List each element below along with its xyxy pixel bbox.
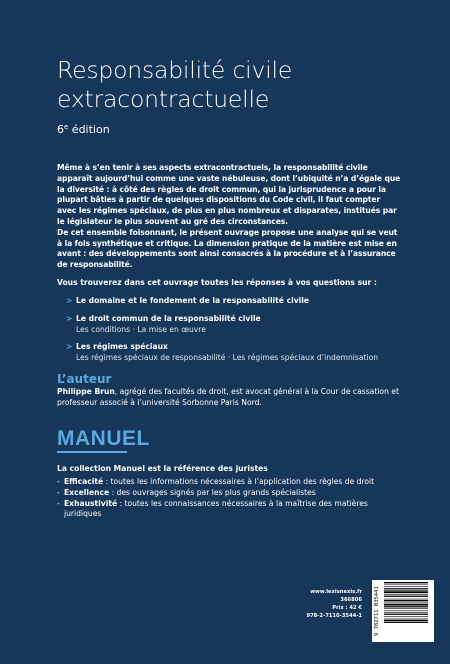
feature-text: : des ouvrages signés par les plus grands spécialistes [109,487,316,497]
chevron-right-icon: > [66,342,73,352]
topic-item [66,342,416,364]
collection-features [57,477,401,520]
author-name: Philippe Brun [57,387,115,396]
dash-bullet: - [57,487,60,497]
questions-intro: Vous trouverez dans cet ouvrage toutes les réponses à vos questions sur : [57,278,377,287]
author-bio [57,387,407,409]
summary-paragraph-1: Même à s’en tenir à ses aspects extracontractuels, la responsabilité civile apparaît aujourd’hui comme une vaste nébuleuse, dont l’ubiquité n’a d’égale que la diversité : à côté des règles de droit commun, qui la jurisprudence a pour la plupart bâties à partir de quelques dispositions du Code civil, il faut compter avec les régimes spéciaux, de plus en plus nombreux et disparates, institués par le législateur le plus souvent au gré des circonstances. [57,163,401,226]
publisher-code: 366806 [340,597,362,603]
feature-label: Exhaustivité [64,498,118,508]
price-label: Prix : 42 € [332,605,362,611]
barcode [372,580,434,642]
feature-text: : toutes les connaissances nécessaires à la maîtrise des matières juridiques [64,498,368,519]
feature-label: Excellence [64,487,110,497]
topic-item [66,314,416,336]
topic-item [66,296,416,307]
edition-number: 6 [57,123,64,136]
list-item [57,499,401,521]
edition-label [57,123,417,136]
book-title-line-1: Responsabilité civile [57,56,293,84]
publisher-info [300,588,362,620]
chevron-right-icon: > [66,313,73,323]
edition-superscript: e [64,123,69,131]
book-title-line-2: extracontractuelle [57,85,270,113]
isbn-label: 978-2-7110-3544-1 [306,613,362,619]
publisher-website: www.lexisnexis.fr [310,589,362,595]
topic-title: Le droit commun de la responsabilité civile [76,313,261,323]
chevron-right-icon: > [66,296,73,305]
summary-paragraph-2: De cet ensemble foisonnant, le présent ouvrage propose une analyse qui se veut à la fois synthétique et critique. La dimension pratique de la matière est mise en avant : des développements sont ainsi consacrés à la procédure et à l’assurance de responsabilité. [57,227,398,270]
book-title [57,56,417,114]
edition-word: édition [68,123,110,136]
dash-bullet: - [57,477,60,486]
topic-subtitle: Les conditions · La mise en œuvre [76,324,206,334]
collection-heading: La collection Manuel est la référence des juristes [57,464,268,473]
summary-text [57,163,401,271]
barcode-bars-icon [376,582,430,640]
feature-text: : toutes les informations nécessaires à l’application des règles de droit [103,477,375,486]
collection-logo-underline [57,451,127,453]
feature-label: Efficacité [64,477,104,486]
collection-logo: MANUEL [57,427,150,450]
dash-bullet: - [57,498,60,508]
author-bio-text: , agrégé des facultés de droit, est avocat général à la Cour de cassation et professeur associé à l’université Sorbonne Paris Nord. [57,387,399,407]
author-heading: L’auteur [57,372,112,386]
list-item [57,488,401,499]
topic-subtitle: Les régimes spéciaux de responsabilité · Les régimes spéciaux d’indemnisation [76,353,379,363]
list-item [57,477,401,488]
barcode-digits: 9 782711 035441 [374,586,380,636]
topic-title: Le domaine et le fondement de la responsabilité civile [76,296,309,305]
topics-list [66,296,416,371]
topic-title: Les régimes spéciaux [76,342,168,352]
title-block [57,56,417,136]
